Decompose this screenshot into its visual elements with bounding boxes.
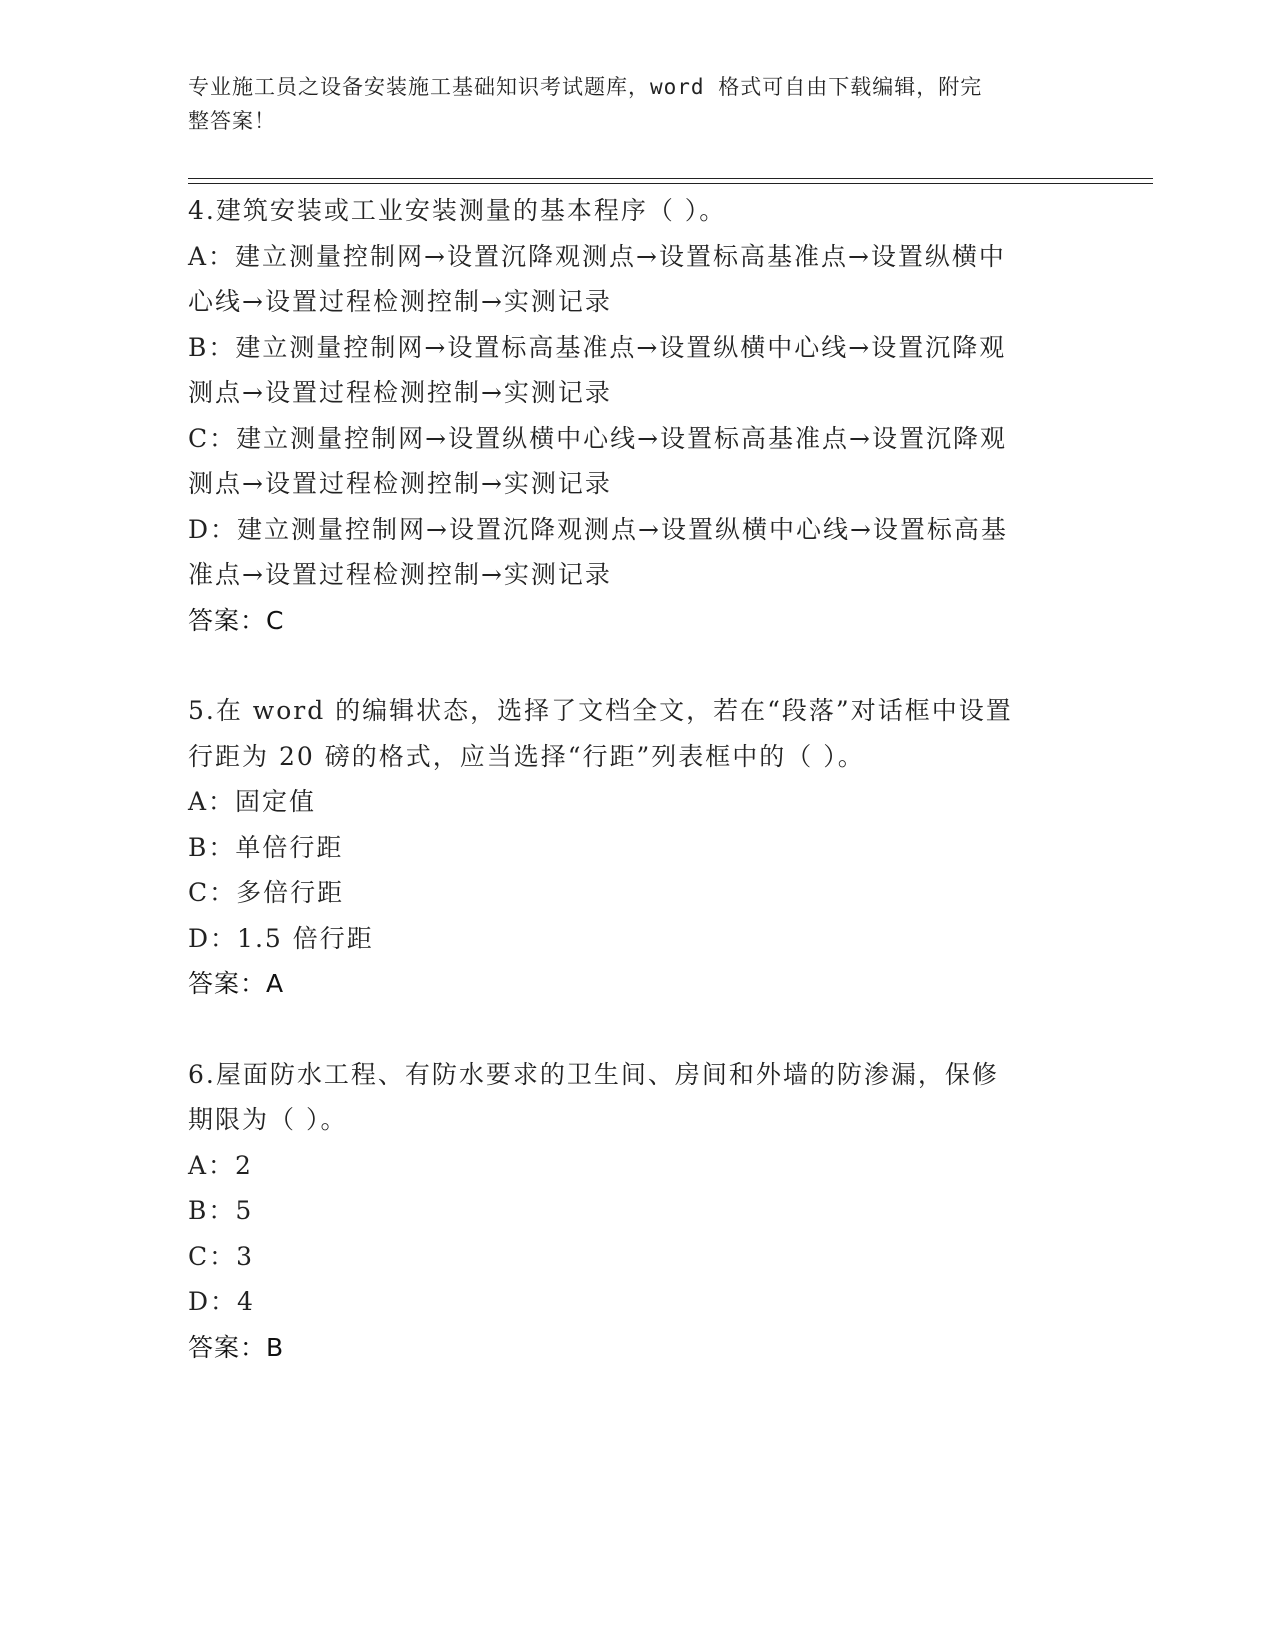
question-4	[188, 188, 1088, 643]
option-line: 测点→设置过程检测控制→实测记录	[188, 469, 612, 498]
question-6	[188, 1052, 1088, 1371]
option-a	[188, 1143, 1088, 1189]
option-line: A：2	[188, 1150, 253, 1180]
question-stem-line: 行距为 20 磅的格式，应当选择“行距”列表框中的（ ）。	[188, 741, 865, 771]
option-line: C：多倍行距	[188, 878, 345, 907]
answer-label: 答案：B	[188, 1332, 285, 1362]
question-stem-line: 期限为（ ）。	[188, 1105, 348, 1134]
option-line: B：5	[188, 1196, 254, 1225]
option-line: B：建立测量控制网→设置标高基准点→设置纵横中心线→设置沉降观	[188, 332, 1007, 362]
option-c	[188, 1234, 1088, 1280]
question-5	[188, 688, 1088, 1007]
option-d	[188, 916, 1088, 962]
question-stem-line: 4.建筑安装或工业安装测量的基本程序（ ）。	[188, 196, 727, 225]
answer-label: 答案：A	[188, 969, 285, 998]
question-stem-line: 5.在 word 的编辑状态，选择了文档全文，若在“段落”对话框中设置	[188, 696, 1013, 725]
option-line: 测点→设置过程检测控制→实测记录	[188, 378, 612, 407]
option-d	[188, 507, 1088, 598]
question-stem	[188, 188, 1088, 234]
header-divider-bottom	[188, 183, 1153, 184]
answer-label: 答案：C	[188, 605, 285, 635]
question-stem	[188, 1052, 1088, 1143]
option-line: A：固定值	[188, 787, 317, 816]
header-divider-top	[188, 178, 1153, 179]
option-a	[188, 779, 1088, 825]
question-stem-line: 6.屋面防水工程、有防水要求的卫生间、房间和外墙的防渗漏，保修	[188, 1059, 999, 1089]
question-stem	[188, 688, 1088, 779]
option-line: B：单倍行距	[188, 832, 344, 862]
option-line: D：4	[188, 1287, 255, 1316]
option-a	[188, 234, 1088, 325]
option-line: 心线→设置过程检测控制→实测记录	[188, 287, 612, 316]
document-header	[188, 70, 1068, 138]
option-d	[188, 1279, 1088, 1325]
option-c	[188, 416, 1088, 507]
option-line: C：3	[188, 1241, 255, 1271]
option-b	[188, 825, 1088, 871]
option-line: 准点→设置过程检测控制→实测记录	[188, 560, 612, 589]
option-line: A：建立测量控制网→设置沉降观测点→设置标高基准点→设置纵横中	[188, 241, 1006, 271]
header-line-2: 整答案！	[188, 109, 276, 133]
header-line-1: 专业施工员之设备安装施工基础知识考试题库，word 格式可自由下载编辑，附完	[188, 75, 983, 99]
option-line: D：建立测量控制网→设置沉降观测点→设置纵横中心线→设置标高基	[188, 514, 1008, 544]
option-line: C：建立测量控制网→设置纵横中心线→设置标高基准点→设置沉降观	[188, 423, 1007, 453]
option-line: D：1.5 倍行距	[188, 923, 374, 953]
option-b	[188, 325, 1088, 416]
question-list	[188, 188, 1088, 1370]
option-b	[188, 1188, 1088, 1234]
option-c	[188, 870, 1088, 916]
